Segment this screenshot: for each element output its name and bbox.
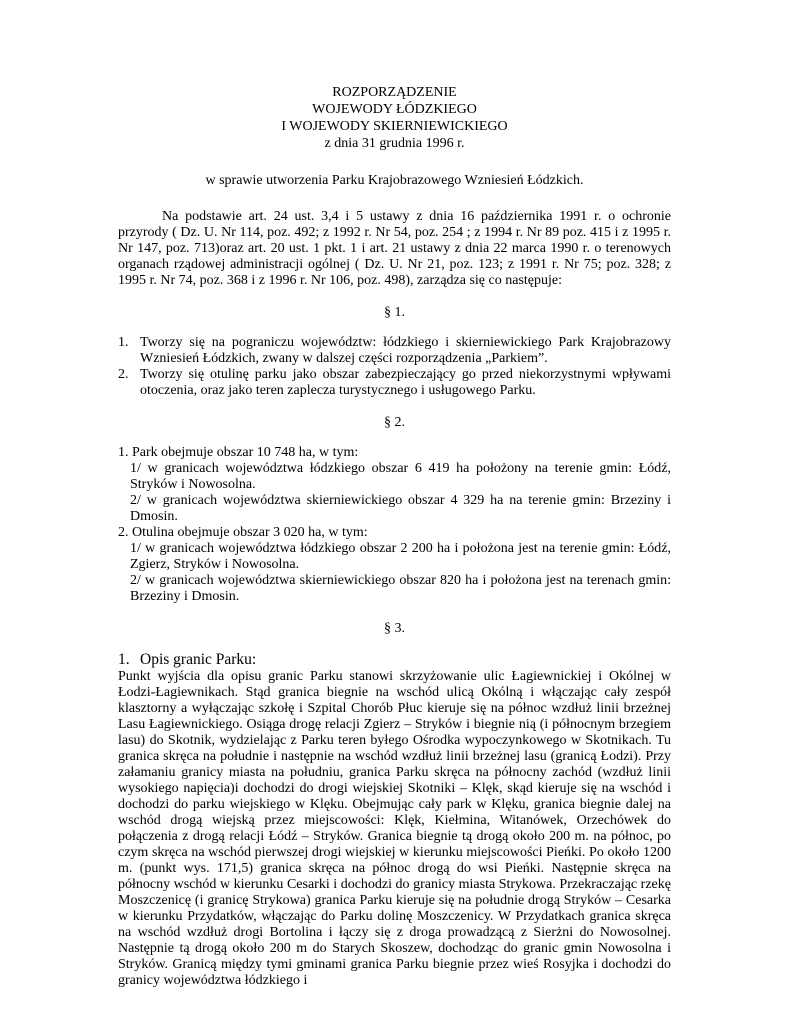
section-1-list	[118, 335, 671, 399]
item-number: 1.	[118, 335, 129, 350]
buffer-area-lodzkie: 1/ w granicach województwa łódzkiego obszar 2 200 ha i położona jest na terenie gmin: Łódź, Zgierz, Stryków i Nowosolna.	[130, 541, 671, 572]
doc-subject: w sprawie utworzenia Parku Krajobrazowego Wzniesień Łódzkich.	[205, 173, 584, 188]
buffer-area-skierniewickie: 2/ w granicach województwa skierniewickiego obszar 820 ha i położona jest na terenach gmin: Brzeziny i Dmosin.	[130, 573, 671, 604]
section-1-mark: § 1.	[384, 305, 405, 320]
document-page	[118, 84, 671, 989]
preamble: Na podstawie art. 24 ust. 3,4 i 5 ustawy z dnia 16 października 1991 r. o ochronie przyrody ( Dz. U. Nr 114, poz. 492; z 1992 r. Nr 54, poz. 254 ; z 1994 r. Nr 89 poz. 415 i z 1995 r. Nr 147, poz. 713)oraz art. 20 ust. 1 pkt. 1 i art. 21 ustawy z dnia 22 marca 1990 r. o terenowych organach rządowej administracji ogólnej ( Dz. U. Nr 21, poz. 123; z 1991 r. Nr 75; poz. 328; z 1995 r. Nr 74, poz. 368 i z 1996 r. Nr 106, poz. 498), zarządza się co następuje:	[118, 209, 671, 288]
park-area-lodzkie: 1/ w granicach województwa łódzkiego obszar 6 419 ha położony na terenie gmin: Łódź, Stryków i Nowosolna.	[130, 461, 671, 492]
doc-title-line1: ROZPORZĄDZENIE	[332, 85, 457, 100]
doc-date: z dnia 31 grudnia 1996 r.	[324, 136, 465, 151]
item-text: Tworzy się otulinę parku jako obszar zabezpieczający go przed niekorzystnymi wpływami otoczenia, oraz jako teren zaplecza turystycznego i usługowego Parku.	[140, 367, 671, 398]
boundary-heading-text: Opis granic Parku:	[140, 651, 257, 668]
section-2-body	[118, 445, 671, 605]
boundary-heading-number: 1.	[118, 651, 130, 668]
item-text: Tworzy się na pograniczu województw: łódzkiego i skierniewickiego Park Krajobrazowy Wzniesień Łódzkich, zwany w dalszej części rozporządzenia „Parkiem”.	[140, 335, 671, 366]
section-2-mark: § 2.	[384, 415, 405, 430]
boundary-heading	[118, 651, 671, 669]
doc-title-line3: I WOJEWODY SKIERNIEWICKIEGO	[281, 119, 508, 134]
park-area-skierniewickie: 2/ w granicach województwa skierniewickiego obszar 4 329 ha na terenie gmin: Brzeziny i Dmosin.	[130, 493, 671, 524]
section-3-mark: § 3.	[384, 621, 405, 636]
park-area-line: 1. Park obejmuje obszar 10 748 ha, w tym:	[118, 445, 359, 460]
buffer-area-line: 2. Otulina obejmuje obszar 3 020 ha, w tym:	[118, 525, 368, 540]
section-1-item	[118, 367, 671, 399]
doc-title-line2: WOJEWODY ŁÓDZKIEGO	[312, 102, 477, 117]
item-number: 2.	[118, 367, 129, 382]
section-1-item	[118, 335, 671, 367]
boundary-description: Punkt wyjścia dla opisu granic Parku stanowi skrzyżowanie ulic Łagiewnickiej i Okólnej w Łodzi-Łagiewnikach. Stąd granica biegnie na wschód ulicą Okólną i włączając cały zespół klasztorny a wyłączając szkołę i Szpital Chorób Płuc kieruje się na północ wzdłuż linii brzeżnej Lasu Łagiewnickiego. Osiąga drogę relacji Zgierz – Stryków i biegnie nią (i północnym brzegiem lasu) do Skotnik, wydzielając z Parku teren byłego Ośrodka wypoczynkowego w Skotnikach. Tu granica skręca na południe i następnie na wschód wzdłuż linii brzeżnej lasu (granicą Łodzi). Przy załamaniu granicy miasta na południu, granica Parku skręca na północny zachód (wzdłuż linii wysokiego napięcia)i dochodzi do drogi wiejskiej Skotniki – Klęk, skąd kieruje się na wschód i dochodzi do parku wiejskiego w Klęku. Obejmując cały park w Klęku, granica biegnie dalej na wschód drogą wiejską przez miejscowości: Klęk, Kiełmina, Witanówek, Orzechówek do połączenia z drogą relacji Łódź – Stryków. Granica biegnie tą drogą około 200 m. na północ, po czym skręca na wschód pierwszej drogi wiejskiej w kierunku miejscowości Pieńki. Po około 1200 m. (punkt wys. 171,5) granica skręca na północ drogą do wsi Pieńki. Następnie skręca na północny wschód w kierunku Cesarki i dochodzi do granicy miasta Strykowa. Przekraczając rzekę Moszczenicę (i granicę Strykowa) granica Parku kieruje się na południe drogą Stryków – Cesarka w kierunku Przydatków, włączając do Parku dolinę Moszczenicy. W Przydatkach granica skręca na wschód wzdłuż drogi Bortolina i łączy się z droga prowadzącą z Sierżni do Nowosolnej. Następnie tą drogą około 200 m do Starych Skoszew, dochodząc do granic gmin Nowosolna i Stryków. Granicą między tymi gminami granica Parku biegnie przez wieś Rosyjka i dochodzi do granicy województwa łódzkiego i	[118, 669, 671, 988]
